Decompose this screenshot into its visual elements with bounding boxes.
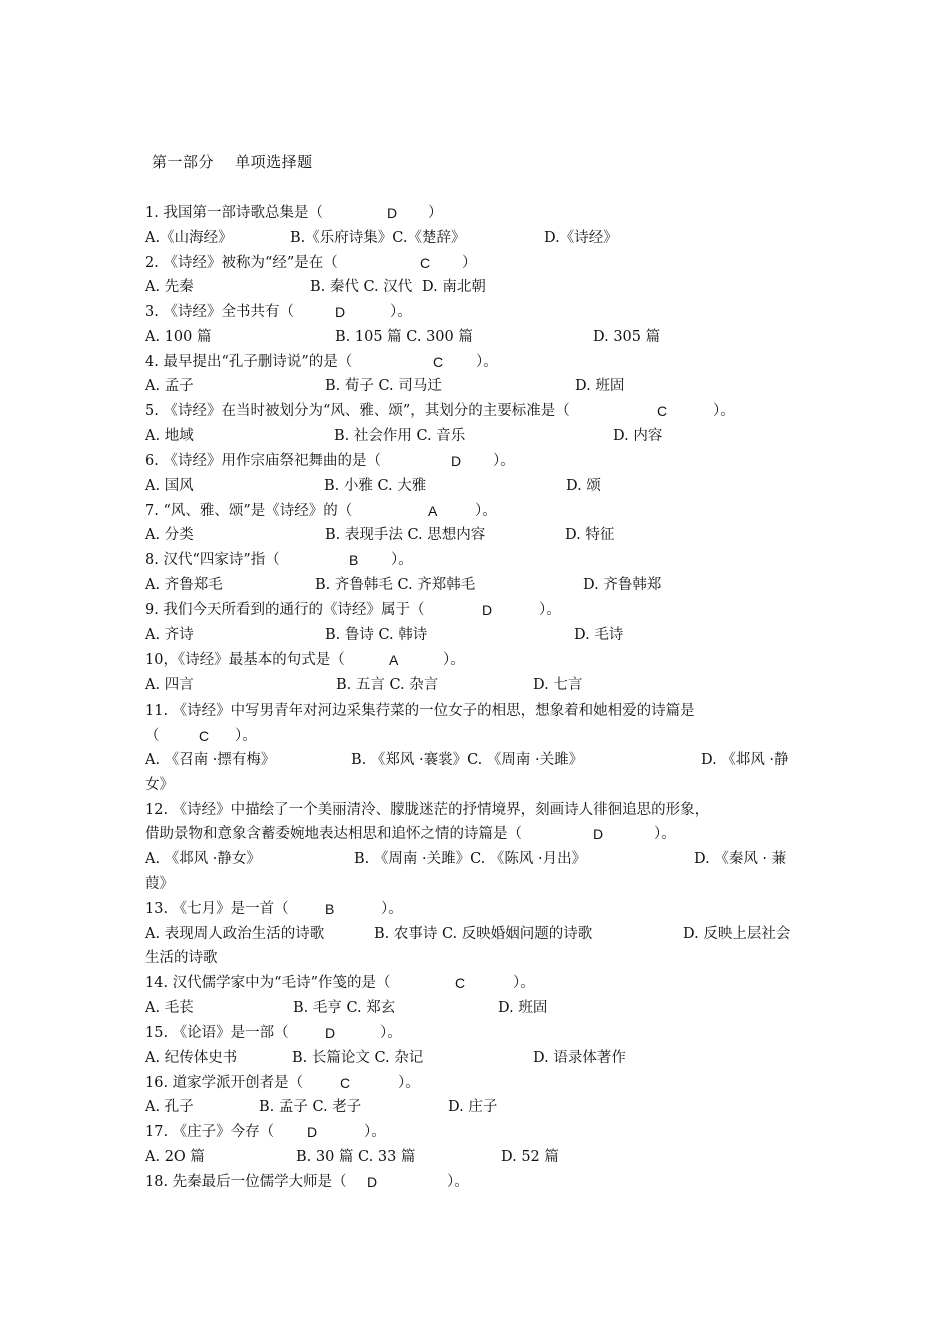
option-text: D. 特征 <box>565 527 615 543</box>
option-text: D. 52 篇 <box>501 1149 559 1165</box>
closing-bracket: ）。 <box>235 728 257 744</box>
question-stem: 15. 《论语》是一部（ <box>145 1025 289 1041</box>
option-text: A. 毛苌 <box>145 1000 194 1016</box>
answer-letter: D <box>482 602 493 618</box>
option-text: B. 秦代 C. 汉代 <box>310 279 413 295</box>
option-text: D. 颂 <box>566 478 601 494</box>
question-stem-line <box>145 548 815 572</box>
closing-bracket: ）。 <box>713 403 735 419</box>
option-text: B. 毛亨 C. 郑玄 <box>293 1000 396 1016</box>
options-line <box>145 623 815 647</box>
question-stem-continuation <box>145 822 815 846</box>
closing-bracket: ）。 <box>513 975 535 991</box>
option-text: D. 班固 <box>575 378 625 394</box>
answer-letter: D <box>451 453 462 469</box>
options-line <box>145 226 815 250</box>
question-stem-line <box>145 201 815 225</box>
option-text: B. 小雅 C. 大雅 <box>324 478 427 494</box>
options-line <box>145 847 815 871</box>
option-text: B. 长篇论文 C. 杂记 <box>292 1050 424 1066</box>
option-text: D. 七言 <box>533 677 583 693</box>
closing-bracket: ）。 <box>654 826 676 842</box>
option-text: B. 30 篇 C. 33 篇 <box>296 1149 416 1165</box>
closing-bracket: ） <box>462 255 477 271</box>
closing-bracket: ）。 <box>380 1025 402 1041</box>
option-text: B. 农事诗 C. 反映婚姻问题的诗歌 <box>374 926 593 942</box>
options-line <box>145 748 815 772</box>
question-stem-line <box>145 897 815 921</box>
option-text: A. 100 篇 <box>145 329 212 345</box>
answer-letter: D <box>335 304 346 320</box>
answer-letter: C <box>657 403 668 419</box>
question-stem-line <box>145 350 815 374</box>
option-text: A. 《邶风 ·静女》 <box>145 851 261 867</box>
option-text: A. 齐鲁郑毛 <box>145 577 223 593</box>
closing-bracket: ）。 <box>447 1174 469 1190</box>
question-stem-line <box>145 499 815 523</box>
option-text: A. 孔子 <box>145 1099 194 1115</box>
answer-letter: B <box>349 552 359 568</box>
option-text: D. 《邶风 ·静 <box>701 752 789 768</box>
option-text: D. 《秦风 · 蒹 <box>694 851 787 867</box>
question-stem: 2. 《诗经》被称为“经”是在（ <box>145 255 338 271</box>
answer-letter: D <box>367 1174 378 1190</box>
option-text: D.《诗经》 <box>544 230 618 246</box>
question-stem: 7. “风、雅、颂”是《诗经》的（ <box>145 503 353 519</box>
options-continuation <box>145 773 815 797</box>
option-text: B. 105 篇 C. 300 篇 <box>335 329 473 345</box>
option-text: D. 内容 <box>613 428 663 444</box>
question-stem-line <box>145 251 815 275</box>
question-stem-continuation <box>145 724 815 748</box>
question-stem: 17. 《庄子》今存（ <box>145 1124 275 1140</box>
option-text: B. 表现手法 C. 思想内容 <box>325 527 486 543</box>
closing-bracket: ）。 <box>391 552 413 568</box>
option-text-continued: 生活的诗歌 <box>145 950 218 966</box>
question-stem-line <box>145 1021 815 1045</box>
option-text: A. 国风 <box>145 478 194 494</box>
answer-letter: C <box>340 1075 351 1091</box>
options-line <box>145 673 815 697</box>
question-stem-line <box>145 648 815 672</box>
option-text-continued: 女》 <box>145 777 174 793</box>
option-text: D. 305 篇 <box>593 329 661 345</box>
question-stem: 9. 我们今天所看到的通行的《诗经》属于（ <box>145 602 425 618</box>
option-text: D. 庄子 <box>448 1099 498 1115</box>
question-stem-line <box>145 1120 815 1144</box>
question-stem-line <box>145 598 815 622</box>
question-stem: 5. 《诗经》在当时被划分为“风、雅、颂”，其划分的主要标准是（ <box>145 403 570 419</box>
question-stem-line <box>145 1071 815 1095</box>
option-text: A. 地域 <box>145 428 194 444</box>
option-text: D. 语录体著作 <box>533 1050 626 1066</box>
option-text: D. 齐鲁韩郑 <box>583 577 662 593</box>
option-text: A. 表现周人政治生活的诗歌 <box>145 926 325 942</box>
closing-bracket: ）。 <box>476 354 498 370</box>
section-title: 第一部分 单项选择题 <box>152 153 313 171</box>
option-text: A. 分类 <box>145 527 194 543</box>
option-text: B. 社会作用 C. 音乐 <box>334 428 466 444</box>
answer-letter: D <box>387 205 398 221</box>
option-text: A. 纪传体史书 <box>145 1050 238 1066</box>
closing-bracket: ）。 <box>381 901 403 917</box>
question-stem: 8. 汉代“四家诗”指（ <box>145 552 280 568</box>
option-text: A. 孟子 <box>145 378 194 394</box>
option-text: B. 荀子 C. 司马迁 <box>325 378 442 394</box>
question-stem: 4. 最早提出“孔子删诗说”的是（ <box>145 354 353 370</box>
answer-letter: D <box>325 1025 336 1041</box>
option-text: B. 《郑风 ·褰裳》C. 《周南 ·关雎》 <box>351 752 584 768</box>
closing-bracket: ）。 <box>493 453 515 469</box>
question-stem-line <box>145 449 815 473</box>
option-text: B. 齐鲁韩毛 C. 齐郑韩毛 <box>315 577 476 593</box>
answer-letter: C <box>433 354 444 370</box>
closing-bracket: ）。 <box>398 1075 420 1091</box>
options-line <box>145 922 815 946</box>
closing-bracket: ） <box>428 205 443 221</box>
option-text: D. 反映上层社会 <box>683 926 791 942</box>
option-text: A. 四言 <box>145 677 194 693</box>
question-stem-line <box>145 300 815 324</box>
question-stem-continued: 借助景物和意象含蓄委婉地表达相思和追怀之情的诗篇是（ <box>145 826 522 842</box>
answer-letter: D <box>593 826 604 842</box>
option-text: A.《山海经》 <box>145 230 233 246</box>
answer-letter: B <box>325 901 335 917</box>
question-stem: 18. 先秦最后一位儒学大师是（ <box>145 1174 347 1190</box>
option-text: B. 鲁诗 C. 韩诗 <box>325 627 428 643</box>
options-line <box>145 1046 815 1070</box>
option-text: A. 齐诗 <box>145 627 194 643</box>
options-line <box>145 523 815 547</box>
option-text: A. 2O 篇 <box>145 1149 205 1165</box>
options-line <box>145 996 815 1020</box>
question-stem: 3. 《诗经》全书共有（ <box>145 304 294 320</box>
options-line <box>145 474 815 498</box>
option-text: A. 《召南 ·摽有梅》 <box>145 752 276 768</box>
options-line <box>145 424 815 448</box>
answer-letter: C <box>199 728 210 744</box>
options-continuation <box>145 946 815 970</box>
question-stem-continued: （ <box>145 728 160 744</box>
options-line <box>145 573 815 597</box>
answer-letter: A <box>428 503 438 519</box>
option-text: B. 《周南 ·关雎》C. 《陈风 ·月出》 <box>354 851 587 867</box>
option-text: D. 毛诗 <box>574 627 624 643</box>
options-line <box>145 1145 815 1169</box>
question-stem: 14. 汉代儒学家中为“毛诗”作笺的是（ <box>145 975 391 991</box>
question-stem: 13. 《七月》是一首（ <box>145 901 289 917</box>
option-text-continued: 葭》 <box>145 876 174 892</box>
options-line <box>145 374 815 398</box>
options-line <box>145 275 815 299</box>
answer-letter: D <box>307 1124 318 1140</box>
closing-bracket: ）。 <box>539 602 561 618</box>
closing-bracket: ）。 <box>364 1124 386 1140</box>
answer-letter: A <box>389 652 399 668</box>
closing-bracket: ）。 <box>443 652 465 668</box>
options-line <box>145 325 815 349</box>
question-stem: 10，《诗经》最基本的句式是（ <box>145 652 345 668</box>
closing-bracket: ）。 <box>390 304 412 320</box>
closing-bracket: ）。 <box>475 503 497 519</box>
answer-letter: C <box>455 975 466 991</box>
option-text: D. 南北朝 <box>422 279 486 295</box>
options-line <box>145 1095 815 1119</box>
question-stem-line <box>145 971 815 995</box>
question-stem-line <box>145 798 815 822</box>
question-stem-line <box>145 1170 815 1194</box>
option-text: B.《乐府诗集》C.《楚辞》 <box>290 230 466 246</box>
question-stem: 16. 道家学派开创者是（ <box>145 1075 304 1091</box>
question-stem: 6. 《诗经》用作宗庙祭祀舞曲的是（ <box>145 453 381 469</box>
question-stem: 1. 我国第一部诗歌总集是（ <box>145 205 323 221</box>
question-stem: 11. 《诗经》中写男青年对河边采集荇菜的一位女子的相思，想象着和她相爱的诗篇是 <box>145 703 695 719</box>
question-stem: 12. 《诗经》中描绘了一个美丽清泠、朦胧迷茫的抒情境界，刻画诗人徘徊追思的形象， <box>145 802 710 818</box>
question-stem-line <box>145 399 815 423</box>
options-continuation <box>145 872 815 896</box>
option-text: A. 先秦 <box>145 279 194 295</box>
option-text: D. 班固 <box>498 1000 548 1016</box>
option-text: B. 五言 C. 杂言 <box>336 677 439 693</box>
option-text: B. 孟子 C. 老子 <box>259 1099 362 1115</box>
question-stem-line <box>145 699 815 723</box>
answer-letter: C <box>420 255 431 271</box>
